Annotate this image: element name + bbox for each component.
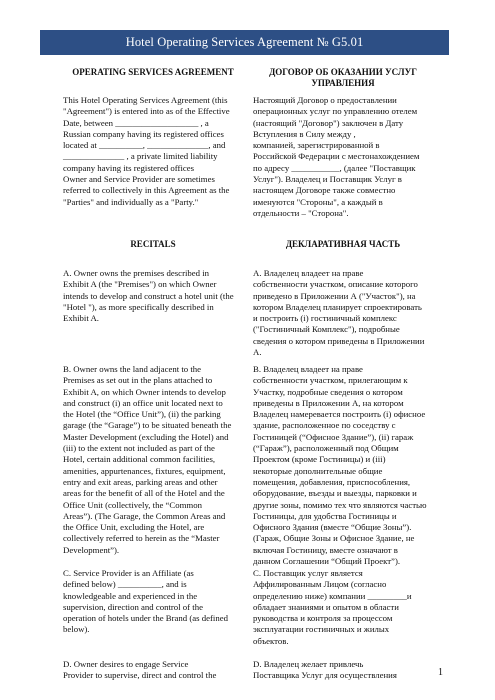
text-line: С. Поставщик услуг является — [253, 568, 363, 578]
text-line: Premises as set out in the plans attached to — [63, 375, 213, 386]
ru-agreement-heading — [253, 67, 433, 89]
text-line: "Agreement") is entered into as of the Effective — [63, 106, 230, 117]
ru-recital-c — [253, 568, 439, 647]
text-line: intends to develop and construct a hotel unit (the — [63, 290, 234, 301]
page-number: 1 — [438, 667, 443, 678]
text-line: Office Unit (collectively, the “Common — [63, 499, 202, 510]
document-title: Hotel Operating Services Agreement № G5.01 — [125, 35, 364, 49]
text-line: по адресу ___________, (далее "Поставщик — [253, 162, 416, 173]
text-line: garage (the “Garage”) to be situated beneath the — [63, 420, 232, 431]
text-line: А. Владелец владеет на праве — [253, 268, 364, 278]
text-line: (iii) to the extent not included as part of the — [63, 443, 215, 454]
text-line: Проектом (кроме Гостиницы) и (iii) — [253, 454, 386, 465]
text-line: operation of hotels under the Brand (as defined — [63, 613, 228, 624]
document-header-banner — [40, 30, 449, 55]
text-line: компанией, зарегистрированной в — [253, 140, 380, 151]
en-recital-c — [63, 568, 243, 636]
text-line: ______________ , a private limited liability — [63, 151, 218, 162]
text-line: Настоящий Договор о предоставлении — [253, 95, 397, 105]
ru-recital-a — [253, 268, 439, 358]
text-line: объектов. — [253, 635, 289, 646]
text-line: Exhibit A. — [63, 313, 99, 324]
text-line: оборудование, въезды и выезды, парковки и — [253, 488, 417, 499]
text-line: ("Гостиничный Комплекс"), подробные — [253, 324, 400, 335]
text-line: (Гараж, Общие Зоны и Офисное Здание, не — [253, 533, 415, 544]
text-line: Вступления в Силу между , — [253, 128, 356, 139]
text-line: Услуг"). Владелец и Поставщик Услуг в — [253, 174, 402, 185]
ru-intro-paragraph — [253, 95, 439, 219]
text-line: Hotel, certain additional common facilities, — [63, 454, 216, 465]
text-line: Exhibit A, on which Owner intends to develop — [63, 386, 226, 397]
text-line: Development”). — [63, 544, 120, 555]
text-line: areas for the benefit of all of the Hotel and the — [63, 488, 225, 499]
text-line: включая Гостиницу, вместе означают в — [253, 544, 398, 555]
en-recital-b — [63, 364, 243, 556]
text-line: Гостиницы, для удобства Гостиницы и — [253, 510, 397, 521]
text-line: Офисного Здания (вместе “Общие Зоны”). — [253, 522, 412, 533]
en-recital-d — [63, 659, 243, 682]
text-line: "Parties" and individually as a "Party." — [63, 196, 199, 207]
text-line: здание, расположенное по соседству с — [253, 420, 396, 431]
text-line: руководства и контроля за процессом — [253, 613, 393, 624]
text-line: операционных услуг по управлению отелем — [253, 106, 418, 117]
text-line: сведения о котором приведены в Приложении — [253, 335, 425, 346]
text-line: данном Соглашении “Общий Проект”). — [253, 556, 401, 567]
text-line: определению ниже) компании _________и — [253, 590, 412, 601]
text-line: D. Owner desires to engage Service — [63, 659, 189, 669]
text-line: defined below) __________, and is — [63, 579, 187, 590]
ru-recital-b — [253, 364, 439, 567]
text-line: Owner and Service Provider are sometimes — [63, 174, 215, 185]
text-line: (настоящий "Договор") заключен в Дату — [253, 117, 404, 128]
text-line: помещения, добавления, приспособления, — [253, 476, 411, 487]
text-line: the Hotel (the “Office Unit”), (ii) the parking — [63, 409, 221, 420]
text-line: Гостиницей (“Офисное Здание”), (ii) гараж — [253, 431, 414, 442]
text-line: Владелец намеревается построить (i) офисное — [253, 409, 426, 420]
text-line: located at __________, ______________, and — [63, 140, 226, 151]
text-line: некоторые дополнительные общие — [253, 465, 383, 476]
ru-agreement-heading-line1: ДОГОВОР ОБ ОКАЗАНИИ УСЛУГ — [269, 67, 417, 77]
text-line: Provider to supervise, direct and control the — [63, 670, 217, 681]
text-line: собственности участком, прилегающим к — [253, 375, 408, 386]
text-line: A. Owner owns the premises described in — [63, 268, 210, 278]
text-line: supervision, direction and control of the — [63, 601, 203, 612]
text-line: и построить (i) гостиничный комплекс — [253, 313, 397, 324]
text-line: обладает знаниями и опытом в области — [253, 601, 399, 612]
text-line: collectively referred to herein as the “Master — [63, 533, 220, 544]
text-line: другие зоны, помимо тех что являются частью — [253, 499, 427, 510]
text-line: referred to collectively in this Agreement as the — [63, 185, 230, 196]
text-line: Поставщика Услуг для осуществления — [253, 670, 397, 681]
text-line: (“Гараж”), расположенный под Общим — [253, 443, 399, 454]
text-line: настоящем Договоре также совместно — [253, 185, 396, 196]
text-line: Exhibit A (the "Premises") on which Owner — [63, 279, 217, 290]
text-line: and construct (i) an office unit located next to — [63, 397, 223, 408]
text-line: company having its registered offices — [63, 162, 195, 173]
text-line: C. Service Provider is an Affiliate (as — [63, 568, 194, 578]
text-line: именуются "Стороны", а каждый в — [253, 196, 383, 207]
text-line: В. Владелец владеет на праве — [253, 364, 363, 374]
text-line: Areas”). (The Garage, the Common Areas and — [63, 510, 226, 521]
text-line: собственности участком, описание которого — [253, 279, 418, 290]
text-line: Аффилированным Лицом (согласно — [253, 579, 387, 590]
en-recitals-heading: RECITALS — [130, 239, 176, 249]
en-intro-paragraph — [63, 95, 243, 208]
text-line: приведено в Приложении А ("Участок"), на — [253, 290, 416, 301]
text-line: Master Development (excluding the Hotel) and — [63, 431, 229, 442]
ru-recital-d — [253, 659, 439, 682]
text-line: А. — [253, 347, 262, 358]
text-line: Российской Федерации с местонахождением — [253, 151, 420, 162]
text-line: Date, between ___________________ , a — [63, 117, 209, 128]
text-line: приведены в Приложении А, на котором — [253, 397, 404, 408]
text-line: котором Владелец планирует спроектировать — [253, 301, 422, 312]
ru-agreement-heading-line2: УПРАВЛЕНИЯ — [311, 78, 375, 88]
ru-recitals-heading: ДЕКЛАРАТИВНАЯ ЧАСТЬ — [285, 239, 401, 249]
text-line: below). — [63, 624, 90, 635]
text-line: knowledgeable and experienced in the — [63, 590, 198, 601]
text-line: "Hotel "), as more specifically described in — [63, 301, 214, 312]
text-line: отдельности – "Сторона". — [253, 207, 349, 218]
text-line: эксплуатации гостиничных и жилых — [253, 624, 390, 635]
text-line: Russian company having its registered offices — [63, 128, 224, 139]
text-line: the Office Unit, excluding the Hotel, are — [63, 522, 205, 533]
en-recital-a — [63, 268, 243, 324]
text-line: Участку, подробные сведения о котором — [253, 386, 403, 397]
text-line: This Hotel Operating Services Agreement (this — [63, 95, 228, 105]
text-line: D. Владелец желает привлечь — [253, 659, 364, 669]
text-line: B. Owner owns the land adjacent to the — [63, 364, 202, 374]
text-line: entry and exit areas, parking areas and other — [63, 476, 218, 487]
text-line: amenities, appurtenances, fixtures, equipment, — [63, 465, 226, 476]
en-agreement-heading: OPERATING SERVICES AGREEMENT — [72, 67, 234, 77]
